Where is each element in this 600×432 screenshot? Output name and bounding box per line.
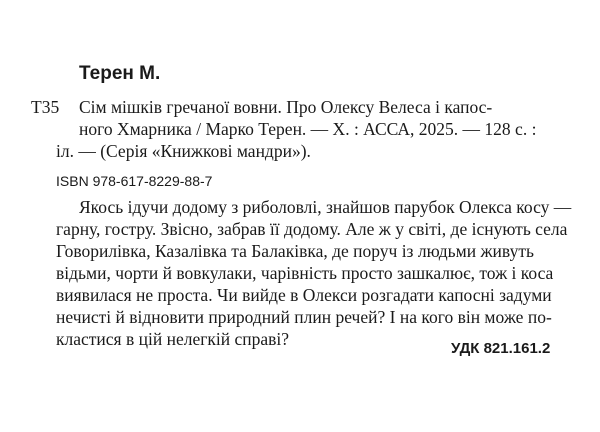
annotation-line: виявилася не проста. Чи вийде в Олекси розгадати капосні задуми	[56, 285, 552, 305]
annotation-line: Якось ідучи додому з риболовлі, знайшов парубок Олекса косу —	[79, 197, 572, 217]
annotation-line: нечисті й відновити природний плин речей? І на кого він може по-	[56, 307, 552, 327]
isbn-number: ISBN 978-617-8229-88-7	[56, 173, 213, 189]
annotation-line: кластися в цій нелегкій справі?	[56, 329, 290, 349]
author-heading: Терен М.	[79, 63, 161, 84]
bibliographic-description-line: Сім мішків гречаної вовни. Про Олексу Велеса і капос-	[79, 97, 493, 117]
annotation-line: гарну, гостру. Звісно, забрав її додому. Але ж у світі, де існують села	[56, 219, 568, 239]
classification-code: Т35	[31, 97, 60, 117]
bibliographic-description-line: ного Хмарника / Марко Терен. — Х. : АССА, 2025. — 128 с. :	[79, 119, 537, 139]
udk-code: УДК 821.161.2	[451, 340, 551, 357]
annotation-line: відьми, чорти й вовкулаки, чарівність просто зашкалює, тож і коса	[56, 263, 554, 283]
bibliographic-description-line: іл. — (Серія «Книжкові мандри»).	[56, 141, 311, 161]
annotation-line: Говорилівка, Казалівка та Балаківка, де поруч із людьми живуть	[56, 241, 534, 261]
